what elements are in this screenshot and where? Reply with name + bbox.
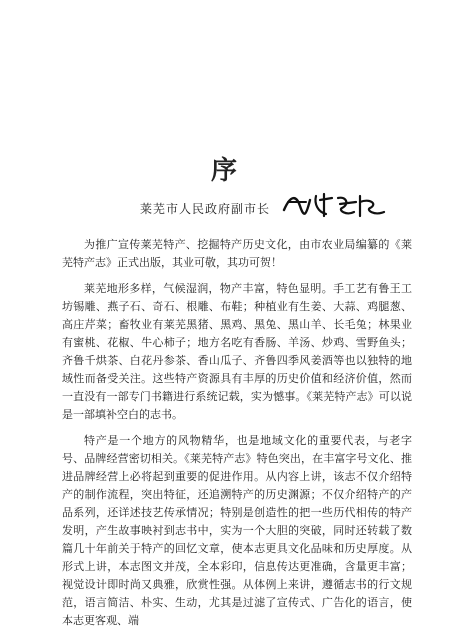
paragraph: 莱芜地形多样，气候湿润，物产丰富，特色显明。手工艺有鲁王工坊锡雕、燕子石、奇石、根雕、布鞋；种植业有生姜、大蒜、鸡腿葱、高庄芹菜；畜牧业有莱芜黑猪、黑鸡、黑兔、黑山羊、长毛兔；林果业有蜜桃、花椒、牛心柿子；地方名吃有香肠、羊汤、炒鸡、雪野鱼头；齐鲁千烘茶、白花丹参茶、香山瓜子、齐鲁四季风姜酒等也以独特的地域性而备受关注。这些特产资源具有丰厚的历史价值和经济价值，然而一直没有一部专门书籍进行系统记载，实为憾事。《莱芜特产志》可以说是一部填补空白的志书。 (62, 282, 412, 421)
handwritten-signature (280, 190, 390, 220)
page-title: 序 (210, 156, 239, 186)
author-line (140, 194, 390, 224)
preface-body (62, 236, 412, 638)
paragraph: 特产是一个地方的风物精华，也是地域文化的重要代表，与老字号、品牌经营密切相关。《莱芜特产志》特色突出，在丰富字号文化、推进品牌经营上必将起到重要的促进作用。从内容上讲，该志不仅介绍特产的制作流程，突出特征，还追溯特产的历史渊源；不仅介绍特产的产品系列，还详述技艺传承情况；特别是创造性的把一些历代相传的特产发明，产生故事映衬到志书中，实为一个大胆的突破，同时还转载了数篇几十年前关于特产的回忆文章，使本志更具文化品味和历史厚度。从形式上讲，本志图文并茂，全本彩印，信息传达更准确，含量更丰富；视觉设计即时尚又典雅，欣赏性强。从体例上来讲，遵循志书的行文规范，语言简洁、朴实、生动，尤其是过滤了宣传式、广告化的语言，使本志更客观、端 (62, 434, 412, 627)
paragraph: 为推广宣传莱芜特产、挖掘特产历史文化，由市农业局编纂的《莱芜特产志》正式出版，其业可敬，其功可贺！ (62, 238, 412, 269)
author-label: 莱芜市人民政府副市长 (140, 202, 271, 216)
